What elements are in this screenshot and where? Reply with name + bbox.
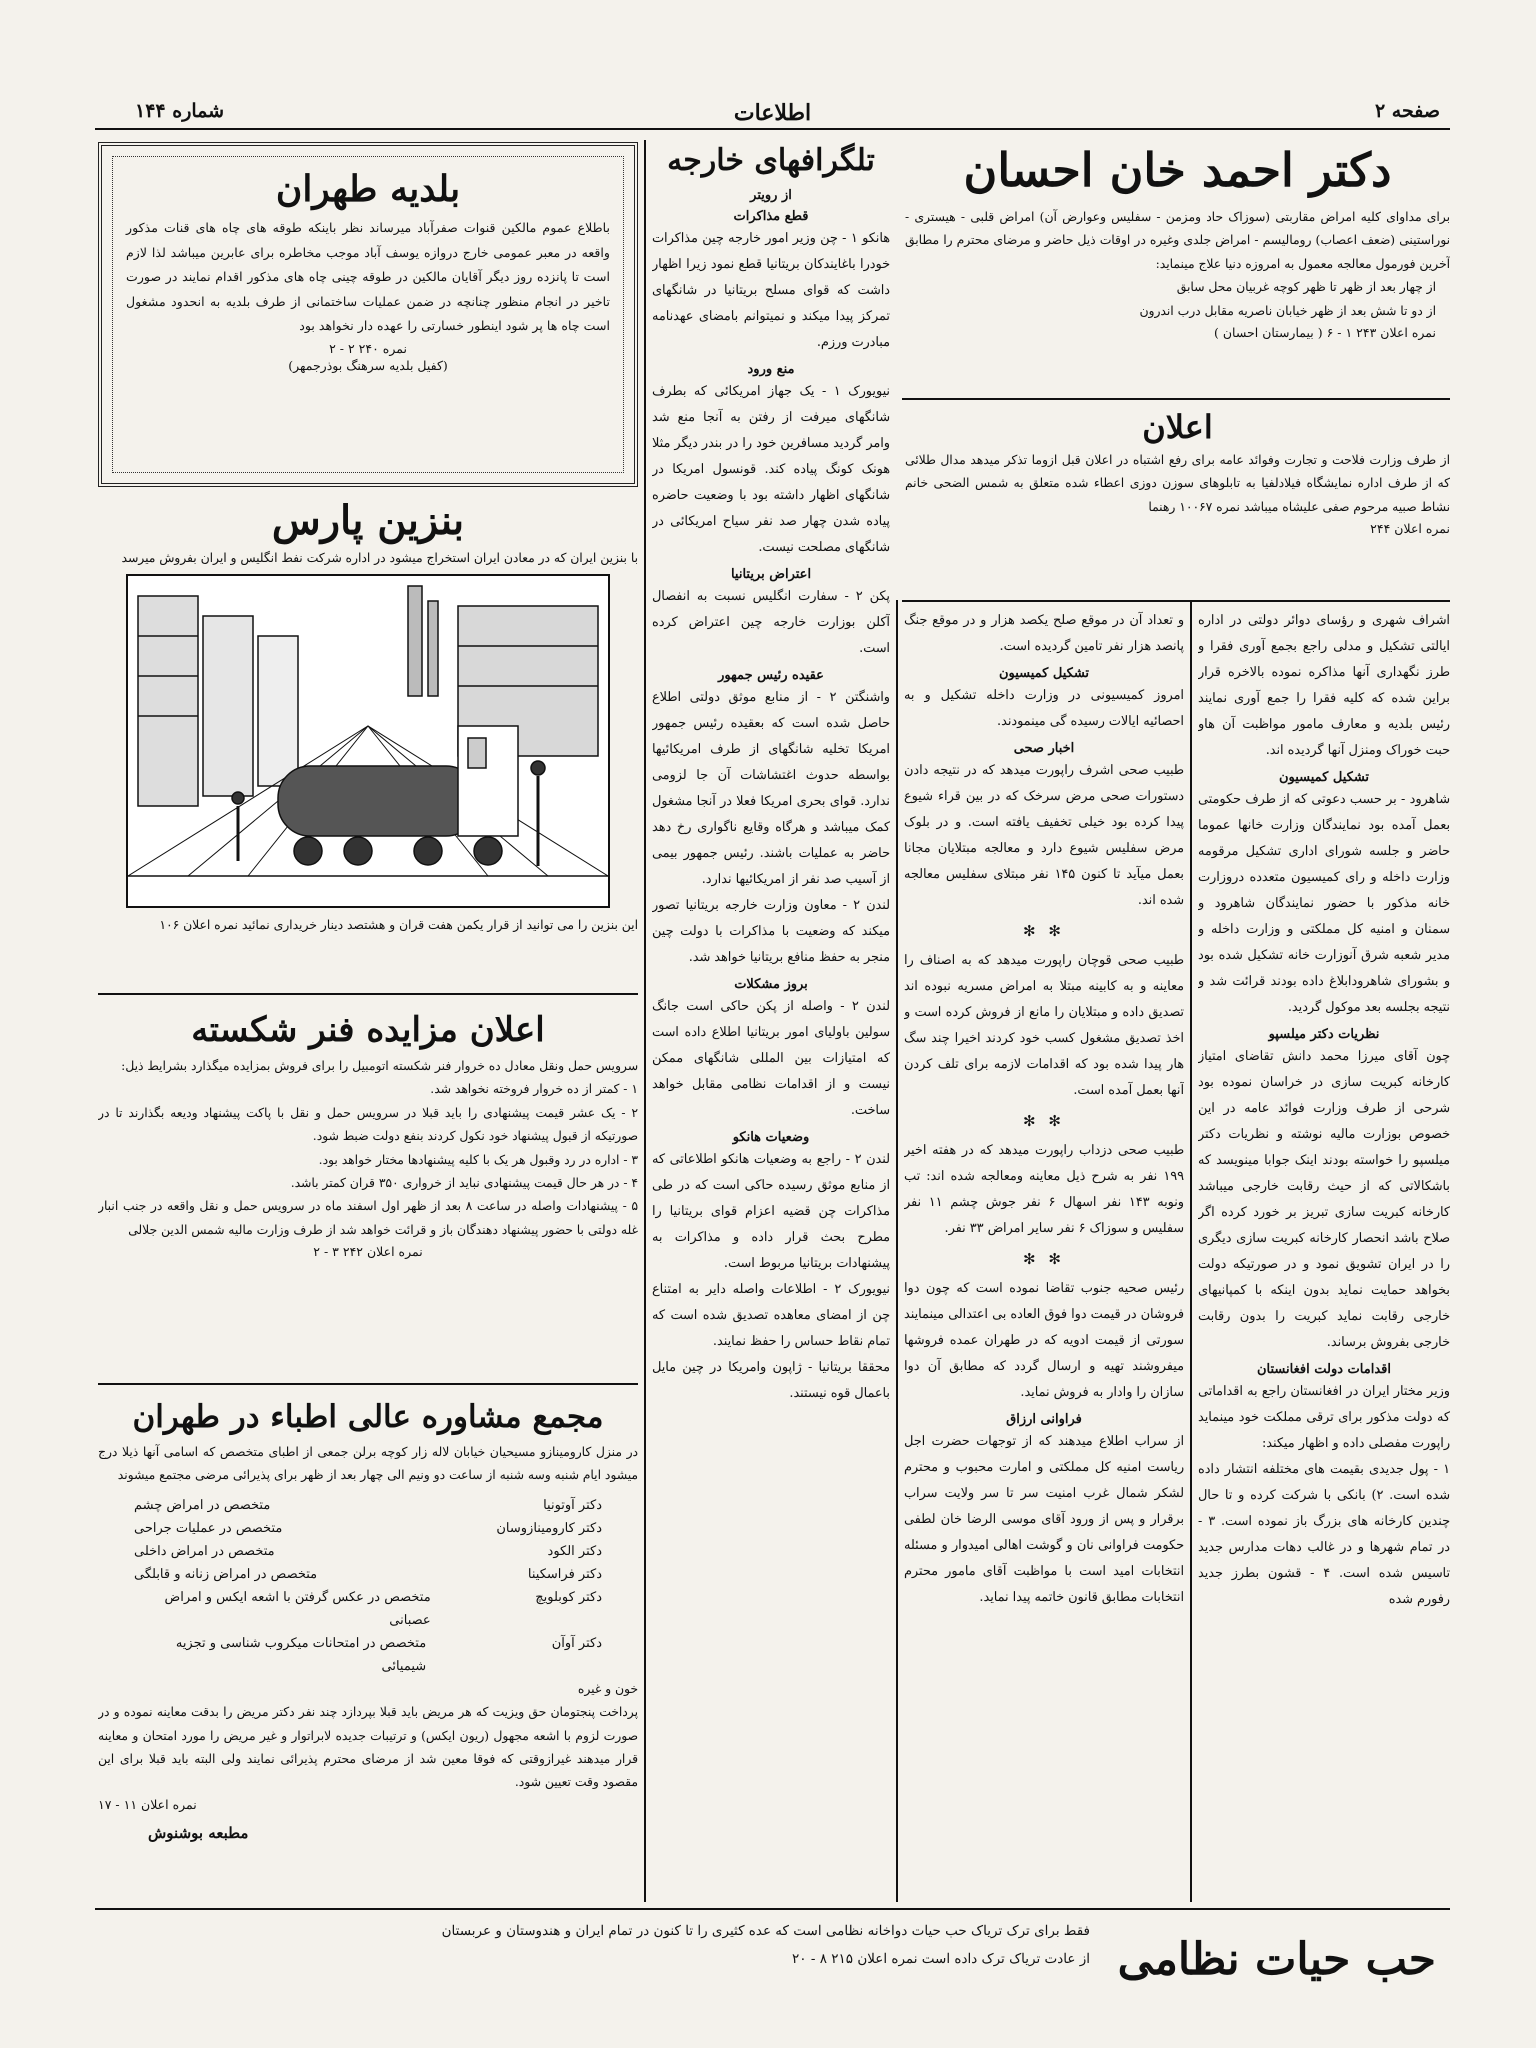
telegram-heading: وضعیات هانکو xyxy=(732,1130,810,1145)
separator-ornament: ✻ ✻ xyxy=(1023,1112,1065,1130)
auction-condition: ۴ - در هر حال قیمت پیشنهادی نباید از خرواری ۳۵۰ قران کمتر باشد. xyxy=(290,1176,638,1191)
ad-hours: از دو تا شش بعد از ظهر خیابان ناصریه مقابل درب اندرون xyxy=(1139,303,1436,318)
ad-dr-ahsan xyxy=(905,140,1450,395)
specialist-row xyxy=(134,1540,602,1563)
column-foreign-telegrams xyxy=(652,140,890,1902)
ad-misc: خون و غیره xyxy=(577,1681,638,1696)
ad-habb-hayat-nezami xyxy=(95,1908,1450,2010)
doctor-specialty: متخصص در امتحانات میکروب شناسی و تجزیه شیمیائی xyxy=(175,1635,427,1674)
article-heading: اخبار صحی xyxy=(1013,741,1075,756)
article-heading: تشکیل کمیسیون xyxy=(1278,770,1370,785)
ad-ref: نمره اعلان ۱۱ - ۱۷ xyxy=(98,1796,197,1812)
column-domestic-left xyxy=(904,608,1184,1902)
ad-ref: نمره اعلان ۲۴۲ ۳ - ۲ xyxy=(313,1244,423,1260)
telegram-paragraph: نیویورک ۲ - اطلاعات واصله دایر به امتناع چن از امضای معاهده تصدیق شده است که تمام نقاط حساس را حفظ نمایند. xyxy=(652,1282,890,1349)
article-paragraph: چون آقای میرزا محمد دانش تقاضای امتیاز کارخانه کبریت سازی در خراسان نموده بود شرحی از طرف وزارت فوائد عامه در این خصوص بوزارت مالیه نوشته و نظریات دکتر میلسپو را خواسته بودند اینک جوابا مینویسد که باشکالاتی که از حیث رقابت خارجی میباشد کارخانه کبریت سازی تبریز بر خورد کرده اگر صلاح باشد انحصار کارخانه کبریت سازی دیگری را در ایران تشویق نمود و در صورتیکه دولت بخواهد حمایت نماید بدون اینکه با کمپانیهای خارجی رقابت نماید کبریت را بدون رقابت خارجی بفروش برساند. xyxy=(1198,1049,1450,1350)
telegram-paragraph: لندن ۲ - معاون وزارت خارجه بریتانیا تصور میکند که وضعیت با مذاکرات با دولت چین منجر به حفظ منافع بریتانیا خواهد شد. xyxy=(652,898,890,965)
separator-ornament: ✻ ✻ xyxy=(1023,922,1065,940)
article-paragraph: شاهرود - بر حسب دعوتی که از طرف حکومتی بعمل آمده بود نمایندگان وزارت خانها عموما حاضر و جلسه شورای اداری تشکیل مرقومه وزارت داخله و رای کمیسیون متعدده دروزارت خانه مذکور با حضور نمایندگان شاهرود و سمنان و امنیه کل مملکتی و وزارت داخله و مدیر شعبه شرق آنوزارت خانه تشکیل شده بود و بشورای شاهرودابلاغ داده بودند قرائت شد و نتیجه بجلسه بعد موکول گردید. xyxy=(1198,792,1450,1015)
ad-title: حب حیات نظامی xyxy=(1117,1934,1436,1985)
article-heading: نظریات دکتر میلسپو xyxy=(1268,1027,1380,1042)
article-heading: تشکیل کمیسیون xyxy=(998,666,1090,681)
doctor-name: دکتر کوبلویچ xyxy=(535,1589,602,1605)
telegram-paragraph: هانکو ۱ - چن وزیر امور خارجه چین مذاکرات خودرا باغایندکان بریتانیا قطع نمود زیرا اظهار داشت که قوای مسلح بریتانیا در شانگهای تمرکز پیدا میکند و نمیتوانم بامضای عهدنامه مبادرت ورزم. xyxy=(652,231,890,350)
ad-ref: نمره اعلان ۲۴۳ ۱ - ۶ ( بیمارستان احسان ) xyxy=(1214,325,1436,341)
specialist-row xyxy=(134,1494,602,1517)
specialist-row xyxy=(134,1563,602,1586)
ad-title: بنزین پارس xyxy=(271,497,465,544)
ad-auction xyxy=(98,1005,638,1385)
page-number: صفحه ۲ xyxy=(1374,100,1440,122)
ad-body: باطلاع عموم مالکین قنوات صفرآباد میرساند نظر باینکه طوقه های چاه های قنات مذکور واقعه در معبر عمومی خارج دروازه یوسف آباد موجب مخاطره برای عابرین میباشد لذا لازم است تا پانزده روز دیگر آقایان مالکین در طوقه چینی چاه های مذکور اقدام نمایند در صورت تاخیر در انجام منظور چنانچه در ضمن عملیات ساختمانی از طرف بلدیه به انحدود مشغول است چاه ها پر شود اینطور خسارتی را عهده دار نخواهد بود xyxy=(126,220,610,333)
printer-name: مطبعه بوشنوش xyxy=(148,1823,249,1842)
telegram-paragraph: نیویورک ۱ - یک جهاز امریکائی که بطرف شانگهای میرفت از رفتن به آنجا منع شد وامر گردید مسافرین خود را در بندر دیگر مثلا هونک کونگ پیاده کند. قونسول امریکا در شانگهای اظهار داشته بود با وضعیت حاضره پیاده شدن چهار صد نفر سیاح امریکائی در شانگهای مصلحت نیست. xyxy=(652,384,890,555)
telegram-heading: قطع مذاکرات xyxy=(733,209,809,224)
telegram-paragraph: لندن ۲ - واصله از پکن حاکی است جانگ سولین باولیای امور بریتانیا اطلاع داده است که امتیازات بین المللی شانگهای ممکن نیست و از اقدامات نظامی مقابل خواهد ساخت. xyxy=(652,999,890,1118)
specialist-list xyxy=(134,1494,602,1678)
auction-condition: ۱ - کمتر از ده خروار فروخته نخواهد شد. xyxy=(430,1082,638,1097)
doctor-specialty: متخصص در عملیات جراحی xyxy=(134,1520,283,1536)
article-heading: اقدامات دولت افغانستان xyxy=(1257,1362,1391,1377)
doctor-specialty: متخصص در امراض داخلی xyxy=(134,1543,275,1559)
ad-line: از عادت تریاک ترک داده است نمره اعلان ۲۱۵ ۸ - ۲۰ xyxy=(792,1951,1090,1967)
doctor-specialty: متخصص در امراض زنانه و قابلگی xyxy=(134,1566,318,1582)
column-rule xyxy=(644,140,646,1902)
article-paragraph: وزیر مختار ایران در افغانستان راجع به اقداماتی که دولت مذکور برای ترقی مملکت خود مینماید راپورت مفصلی داده و اظهار میکند: xyxy=(1198,1384,1450,1451)
ad-intro: در منزل کارومینازو مسیحیان خیابان لاله زار کوچه برلن جمعی از اطبای متخصص که اسامی آنها ذیلا درج میشود ایام شنبه وسه شنبه از ساعت دو ونیم الی چهار بعد از ظهر برای پذیرائی مرضی مجتمع میشوند xyxy=(98,1445,638,1483)
ad-signature: (کفیل بلدیه سرهنگ بوذرجمهر) xyxy=(288,357,448,373)
ad-title: اعلان مزایده فنر شکسته xyxy=(191,1010,545,1050)
issue-number: شماره ۱۴۴ xyxy=(135,100,225,122)
telegram-paragraph: لندن ۲ - راجع به وضعیات هانکو اطلاعاتی که از منابع موثق رسیده حاکی است که در طی مذاکرات چن قضیه اعزام قوای بریتانیا را مطرح بحث قرار داده و مذاکرات به پیشنهادات بریتانیا مربوط است. xyxy=(652,1152,890,1271)
doctor-specialty: متخصص در امراض چشم xyxy=(134,1497,271,1513)
ad-ref: نمره ۲۴۰ ۲ - ۲ xyxy=(329,340,407,356)
ad-body: برای مداوای کلیه امراض مقاربتی (سوزاک حاد ومزمن - سفلیس وعوارض آن) امراض قلبی - هیستری - نوراستینی (ضعف اعصاب) رومالیسم - امراض جلدی وغیره در اوقات ذیل حاضر و مرضای محترم را مطابق آخرین فورمول معالجه معمول به امروزه دنیا علاج مینماید: xyxy=(905,210,1450,271)
article-paragraph: رئیس صحیه جنوب تقاضا نموده است که چون دوا فروشان در قیمت دوا فوق العاده بی اعتدالی مینمایند سورتی از قیمت ادویه که در طهران عمده فروشها میفروشند تهیه و ارسال گردد که مطابق آن دوا سازان را وادار به فروش نماید. xyxy=(904,1281,1184,1400)
doctor-name: دکتر آوآن xyxy=(551,1635,602,1651)
article-paragraph: طبیب صحی قوچان راپورت میدهد که به اصناف را معاینه و به کابینه مبتلا به امراض مسریه نبوده اند تصدیق داده و مبتلایان را مانع از فروش کرده است و اخذ تصدیق مشغول کسب خود کردند اخیرا چند سگ هار پیدا شده بود که اقدامات لازمه برای تلف کردن آنها بعمل آمده است. xyxy=(904,953,1184,1098)
article-paragraph: اشراف شهری و رؤسای دوائر دولتی در اداره ایالتی تشکیل و مدلی راجع بجمع آوری فقرا و طرز نگهداری آنها مذاکره نموده بالاخره قرار براین شده که کلیه فقرا را جمع آوری نمایند رئیس بلدیه و معارف مامور مواظبت آن هاو حبت خوراک ومنزل آنها گردیده اند. xyxy=(1198,613,1450,758)
separator-ornament: ✻ ✻ xyxy=(1023,1250,1065,1268)
ad-line: فقط برای ترک تریاک حب حیات دواخانه نظامی است که عده کثیری را تا کنون در تمام ایران و هندوستان و عربستان xyxy=(441,1923,1090,1939)
ad-benzine-pars xyxy=(98,495,638,995)
ad-hours: از چهار بعد از ظهر تا ظهر کوچه غربیان محل سابق xyxy=(1176,280,1436,295)
paper-name: اطلاعات xyxy=(733,100,812,126)
ad-caption: این بنزین را می توانید از قرار یکمن هفت قران و هشتصد دینار خریداری نمائید نمره اعلان ۱۰۶ xyxy=(159,918,638,933)
ad-body: پرداخت پنجتومان حق ویزیت که هر مریض باید قبلا بپردازد چند نفر دکتر مریض را بدقت معاینه نموده و در صورت لزوم با اشعه مجهول (ریون ایکس) و ترتیبات جدیده لابراتوار و غیر مریض را مورد امتحان و معاینه قرار میدهند غیرازوقتی که فوقا معین شد از مرضای محترم پذیرائی نمایند ولی البته باید قبلا برای این مقصود وقت تعیین شود. xyxy=(98,1705,638,1790)
auction-condition: ۳ - اداره در رد وقبول هر یک با کلیه پیشنهادها مختار خواهد بود. xyxy=(318,1152,638,1167)
article-paragraph: طبیب صحی دزداب راپورت میدهد که در هفته اخیر ۱۹۹ نفر به شرح ذیل معاینه ومعالجه شده اند: تب ونوبه ۱۴۳ نفر اسهال ۶ نفر جوش چشم ۱۱ نفر سفلیس و سوزاک ۶ نفر سایر امراض ۳۳ نفر. xyxy=(904,1143,1184,1236)
doctor-name: دکتر کارومینازوسان xyxy=(496,1520,602,1536)
column-rule xyxy=(1190,600,1192,1902)
announcement-ministry xyxy=(905,405,1450,597)
auction-condition: ۵ - پیشنهادات واصله در ساعت ۸ بعد از ظهر اول اسفند ماه در سرویس حمل و نقل واقعه در جنب انبار غله دولتی با حضور پیشنهاد دهندگان باز و قرائت خواهد شد از طرف وزارت مالیه شمس الدین جلالی xyxy=(98,1199,638,1237)
ad-title: بلدیه طهران xyxy=(275,168,461,210)
announcement-body: از طرف وزارت فلاحت و تجارت وفوائد عامه برای رفع اشتباه در اعلان قبل ازوما تذکر میدهد مدال طلائی که از طرف اداره نمایشگاه فیلادلفیا به تابلوهای سوزن دوزی اعطاء شده متعلق به شمس الضحی خانم نشاط صبیه مرحوم صفی علیشاه میباشد نمره ۱۰۰۶۷ رهنما xyxy=(905,453,1450,514)
masthead xyxy=(95,96,1450,130)
column-rule xyxy=(896,600,898,1902)
telegrams-title: تلگرافهای خارجه xyxy=(667,143,875,178)
section-rule xyxy=(902,600,1450,602)
telegram-heading: اعتراض بریتانیا xyxy=(730,567,812,582)
section-rule xyxy=(902,398,1450,400)
announcement-title: اعلان xyxy=(1142,408,1213,446)
article-paragraph: ۱ - پول جدیدی بقیمت های مختلفه انتشار داده شده است. ۲) بانکی با شرکت کرده و تا حال چندین کارخانه های بزرگ باز نموده است. ۳ - در تمام شهرها و در غالب دهات مدارس جدید تاسیس شده است. ۴ - قشون بطرز جدید رفورم شده xyxy=(1198,1462,1450,1607)
announcement-ref: نمره اعلان ۲۴۴ xyxy=(1370,521,1450,537)
specialist-row xyxy=(134,1632,602,1678)
column-domestic-right xyxy=(1198,608,1450,1902)
specialist-row xyxy=(134,1586,602,1632)
article-paragraph: طبیب صحی اشرف راپورت میدهد که در نتیجه دادن دستورات صحی مرض سرخک که در بین قراء شیوع پیدا کرده بود خیلی تخفیف یافته است. و در بلوک مرض سفلیس شیوع دارد و معالجه مبتلایان مجانا بعمل میآید تا کنون ۱۴۵ نفر مبتلای سفلیس معالجه شده اند. xyxy=(904,763,1184,908)
ad-subtitle: با بنزین ایران که در معادن ایران استخراج میشود در اداره شرکت نفط انگلیس و ایران بفروش میرسد xyxy=(121,551,638,565)
auction-condition: ۲ - یک عشر قیمت پیشنهادی را باید قبلا در سرویس حمل و نقل با پاکت پیشنهاد ودیعه بگذارند تا در صورتیکه از قبول پیشنهاد خود نکول کردند بنفع دولت ضبط شود. xyxy=(98,1105,638,1144)
telegram-paragraph: واشنگتن ۲ - از منابع موثق دولتی اطلاع حاصل شده است که بعقیده رئیس جمهور امریکا تخلیه شانگهای از طرف امریکائیها بواسطه حدوث اغتشاشات آن جا لزومی ندارد. قوای بحری امریکا فعلا در آنجا مشغول کمک میباشد و هرگاه وقایع ناگواری رخ دهد حاضر به عملیات باشند. رئیس جمهور بیمی از آسیب صد نفر از امریکائیها ندارد. xyxy=(652,690,890,887)
ad-title: مجمع مشاوره عالی اطباء در طهران xyxy=(132,1399,604,1435)
ad-medical-council xyxy=(98,1393,638,1902)
telegram-paragraph: پکن ۲ - سفارت انگلیس نسبت به انفصال آکلن بوزارت خارجه چین اعتراض کرده است. xyxy=(652,589,890,656)
article-paragraph: از سراب اطلاع میدهند که از توجهات حضرت اجل ریاست امنیه کل مملکتی و امارت محبوب و محترم لشکر شمال غرب امنیت سر تا سر ولایت سراب برقرار و پس از ورود آقای موسی الرضا خان لطفی حکومت فراوانی نان و گوشت اهالی امیدوار و مسئله انتخابات امید است با مواظبت آقای مامور محترم انتخابات مطابق قانون خاتمه پیدا نماید. xyxy=(904,1434,1184,1605)
doctor-name: دکتر فراسکینا xyxy=(527,1566,602,1582)
telegrams-source: از رویتر xyxy=(750,188,792,203)
ad-title: دکتر احمد خان احسان xyxy=(963,143,1392,197)
doctor-name: دکتر آوتونیا xyxy=(543,1497,602,1513)
article-paragraph: امروز کمیسیونی در وزارت داخله تشکیل و به احصائیه ایالات رسیده گی مینمودند. xyxy=(904,688,1184,729)
article-heading: فراوانی ارزاق xyxy=(1006,1412,1082,1427)
specialist-row xyxy=(134,1517,602,1540)
telegram-heading: منع ورود xyxy=(747,362,795,377)
telegram-heading: عقیده رئیس جمهور xyxy=(718,668,824,683)
refinery-illustration xyxy=(126,574,610,908)
doctor-name: دکتر الکود xyxy=(547,1543,602,1559)
telegram-heading: بروز مشکلات xyxy=(734,977,808,992)
ad-intro: سرویس حمل ونقل معادل ده خروار فنر شکسته اتومبیل را برای فروش بمزایده میگذارد بشرایط ذیل: xyxy=(121,1059,638,1073)
doctor-specialty: متخصص در عکس گرفتن با اشعه ایکس و امراض عصبانی xyxy=(164,1589,431,1628)
article-paragraph: و تعداد آن در موقع صلح یکصد هزار و در موقع جنگ پانصد هزار نفر تامین گردیده است. xyxy=(904,613,1184,654)
ad-baladiye-tehran xyxy=(98,142,638,487)
telegram-paragraph: محققا بریتانیا - ژاپون وامریکا در چین مایل باعمال قوه نیستند. xyxy=(652,1360,890,1401)
